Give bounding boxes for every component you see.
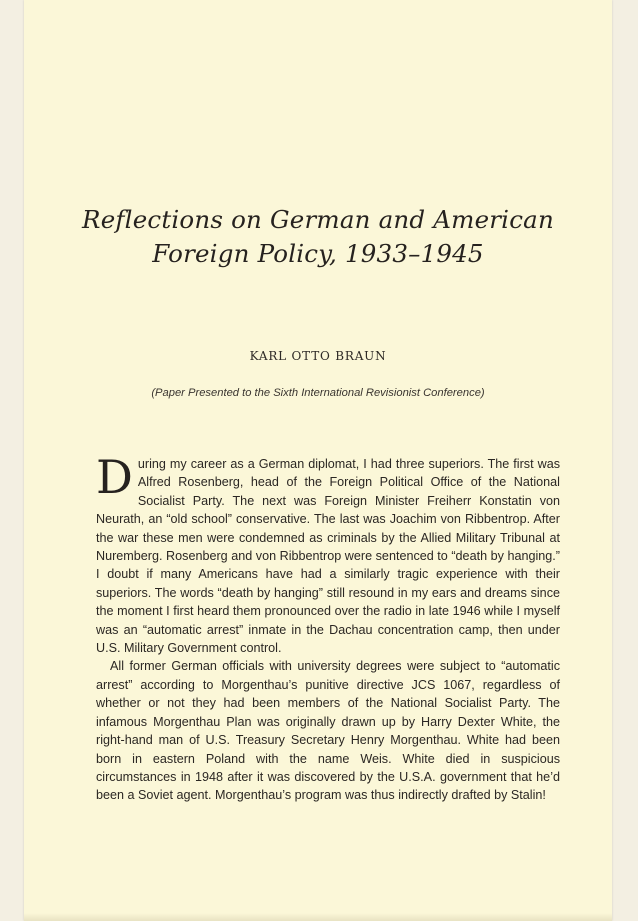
title-line-2: Foreign Policy, 1933–1945	[152, 239, 484, 268]
author-name: KARL OTTO BRAUN	[249, 349, 387, 363]
conference-note: (Paper Presented to the Sixth International Revisionist Conference)	[151, 387, 485, 399]
paragraph-1	[96, 450, 560, 657]
article-title	[24, 203, 612, 271]
page	[24, 0, 612, 921]
article-body	[96, 450, 560, 805]
title-line-1: Reflections on German and American	[82, 205, 554, 234]
paragraph-1-text: uring my career as a German diplomat, I had three superiors. The first was Alfred Rosenberg, head of the Foreign Political Office of the National Socialist Party. The next was Foreign Minister Freiherr Konstatin von Neurath, an “old school” conservative. The last was Joachim von Ribbentrop. After the war these men were condemned as criminals by the Allied Military Tribunal at Nuremberg. Rosenberg and von Ribbentrop were sentenced to “death by hanging.” I doubt if many Americans have had a similarly tragic experience with their superiors. The words “death by hanging” still resound in my ears and dreams since the moment I first heard them pronounced over the radio in late 1946 while I myself was an “automatic arrest” inmate in the Dachau concentration camp, then under U.S. Military Government control.	[96, 457, 560, 656]
drop-cap: D	[96, 450, 133, 504]
paragraph-2: All former German officials with university degrees were subject to “automatic arrest” according to Morgenthau’s punitive directive JCS 1067, regardless of whether or not they had been members of the National Socialist Party. The infamous Morgenthau Plan was originally drawn up by Harry Dexter White, the right-hand man of U.S. Treasury Secretary Henry Morgenthau. White had been born in eastern Poland with the name Weis. White died in suspicious circumstances in 1948 after it was discovered by the U.S.A. government that he’d been a Soviet agent. Morgenthau’s program was thus indirectly drafted by Stalin!	[96, 659, 560, 803]
